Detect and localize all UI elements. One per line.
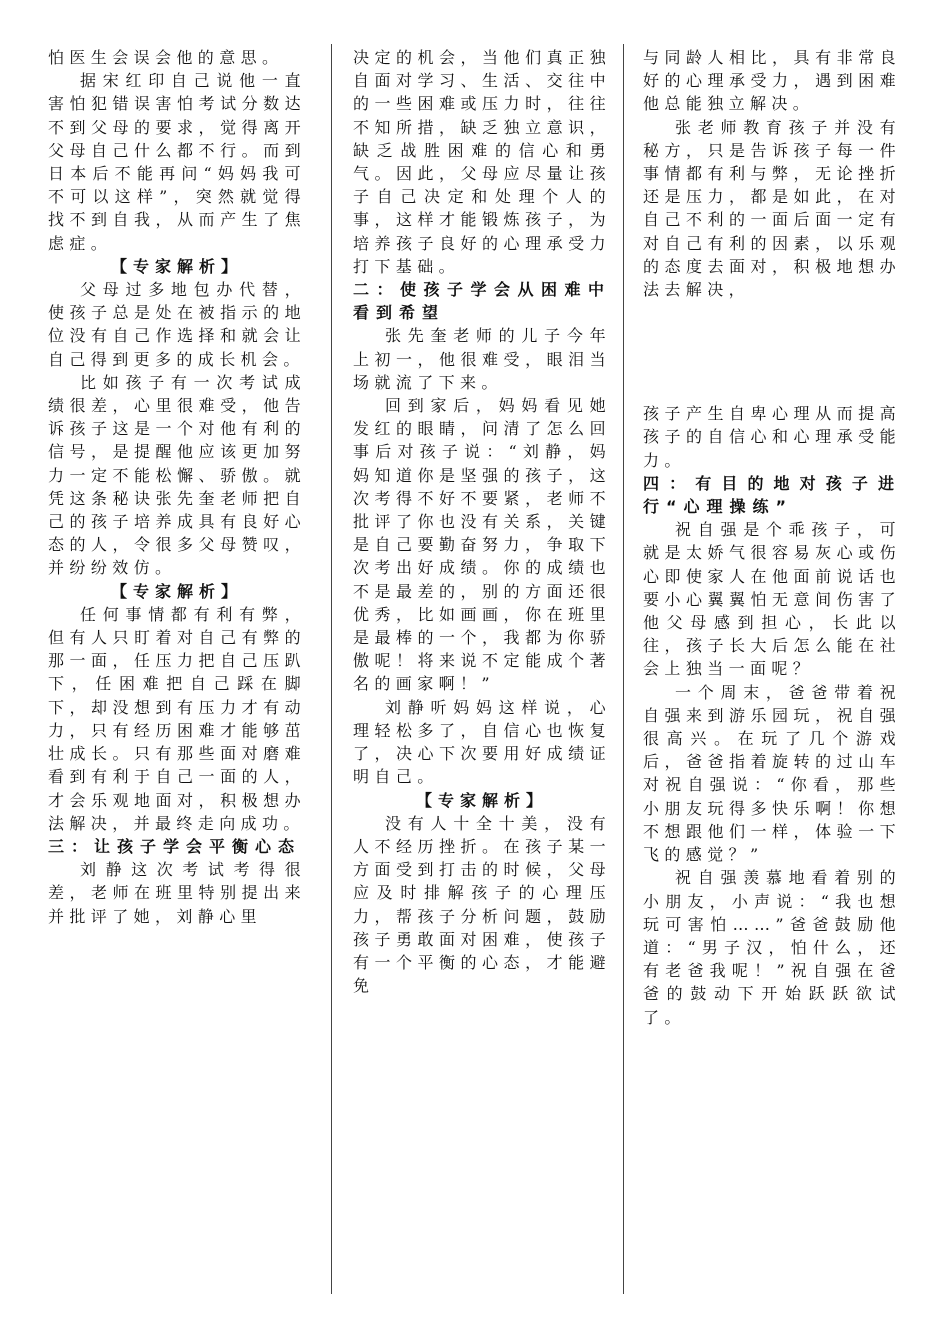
paragraph: 一个周末，爸爸带着祝自强来到游乐园玩，祝自强很高兴。在玩了几个游戏后，爸爸指着旋转的过山车对祝自强说：“你看，那些小朋友玩得多快乐啊！你想不想跟他们一样，体验一下飞的感觉？” [643,682,901,865]
paragraph: 张先奎老师的儿子今年上初一，他很难受，眼泪当场就流了下来。 [353,326,611,392]
paragraph: 父母过多地包办代替，使孩子总是处在被指示的地位没有自己作选择和就会让自己得到更多的成长机会。 [48,280,306,369]
paragraph: 孩子产生自卑心理从而提高孩子的自信心和心理承受能力。 [643,404,901,470]
paragraph: 祝自强是个乖孩子，可就是太娇气很容易灰心或伤心即使家人在他面前说话也要小心翼翼怕无意间伤害了他父母感到担心，长此以往，孩子长大后怎么能在社会上独当一面呢？ [643,520,901,679]
paragraph: 刘静听妈妈这样说，心理轻松多了，自信心也恢复了，决心下次要用好成绩证明自己。 [353,697,611,787]
section-heading: 三：让孩子学会平衡心态 [48,836,302,856]
paragraph: 决定的机会，当他们真正独自面对学习、生活、交往中的一些困难或压力时，往往不知所措，缺乏独立意识，缺乏战胜困难的信心和勇气。因此，父母应尽量让孩子自己决定和处理个人的事，这样才能锻炼孩子，为培养孩子良好的心理承受力打下基础。 [353,48,611,276]
column-divider-left [331,44,332,1294]
text-column-3 [643,46,901,1029]
section-heading: 四：有目的地对孩子进行“心理操练” [643,473,901,517]
column-gap [643,317,901,386]
paragraph: 没有人十全十美，没有人不经历挫折。在孩子某一方面受到打击的时候，父母应及时排解孩子的心理压力，帮孩子分析问题，鼓励孩子勇敢面对困难，使孩子有一个平衡的心态，才能避免 [353,813,611,996]
section-heading: 二：使孩子学会从困难中看到希望 [353,280,611,323]
paragraph: 怕医生会误会他的意思。 [48,48,284,67]
paragraph: 与同龄人相比，具有非常良好的心理承受力，遇到困难他总能独立解决。 [643,48,901,114]
paragraph: 据宋红印自己说他一直害怕犯错误害怕考试分数达不到父母的要求，觉得离开父母自己什么都不行。而到日本后不能再问“妈妈我可不可以这样”，突然就觉得找不到自我，从而产生了焦虑症。 [48,71,306,253]
paragraph: 刘静这次考试考得很差，老师在班里特别提出来并批评了她，刘静心里 [48,860,306,926]
paragraph: 比如孩子有一次考试成绩很差，心里很难受，他告诉孩子这是一个对他有利的信号，是提醒他应该更加努力一定不能松懈、骄傲。就凭这条秘诀张先奎老师把自己的孩子培养成具有良好心态的人，令很多父母赞叹，并纷纷效仿。 [48,372,306,578]
text-column-1 [48,46,306,928]
paragraph: 回到家后，妈妈看见她发红的眼睛，问清了怎么回事后对孩子说：“刘静，妈妈知道你是坚强的孩子，这次考得不好不要紧，老师不批评了你也没有关系，关键是自己要勤奋努力，争取下次考出好成绩。你的成绩也不是最差的，别的方面还很优秀，比如画画，你在班里是最棒的一个，我都为你骄傲呢！将来说不定能成个著名的画家啊！” [353,396,611,694]
paragraph: 祝自强羡慕地看着别的小朋友，小声说：“我也想玩可害怕……”爸爸鼓励他道：“男子汉，怕什么，还有老爸我呢！”祝自强在爸爸的鼓动下开始跃跃欲试了。 [643,868,901,1027]
expert-analysis-heading: 【专家解析】 [110,256,243,276]
column-divider-right [623,44,624,1294]
paragraph: 张老师教育孩子并没有秘方，只是告诉孩子每一件事情都有利与弊，无论挫折还是压力，都是如此，在对自己不利的一面后面一定有对自己有利的因素，以乐观的态度去面对，积极地想办法去解决， [643,117,901,300]
expert-analysis-heading: 【专家解析】 [415,790,548,810]
expert-analysis-heading: 【专家解析】 [110,581,243,601]
text-column-2 [353,46,611,997]
paragraph: 任何事情都有利有弊，但有人只盯着对自己有弊的那一面，任压力把自己压趴下，任困难把自己踩在脚下，却没想到有压力才有动力，只有经历困难才能够茁壮成长。只有那些面对磨难看到有利于自己一面的人，才会乐观地面对，积极想办法解决，并最终走向成功。 [48,604,306,833]
